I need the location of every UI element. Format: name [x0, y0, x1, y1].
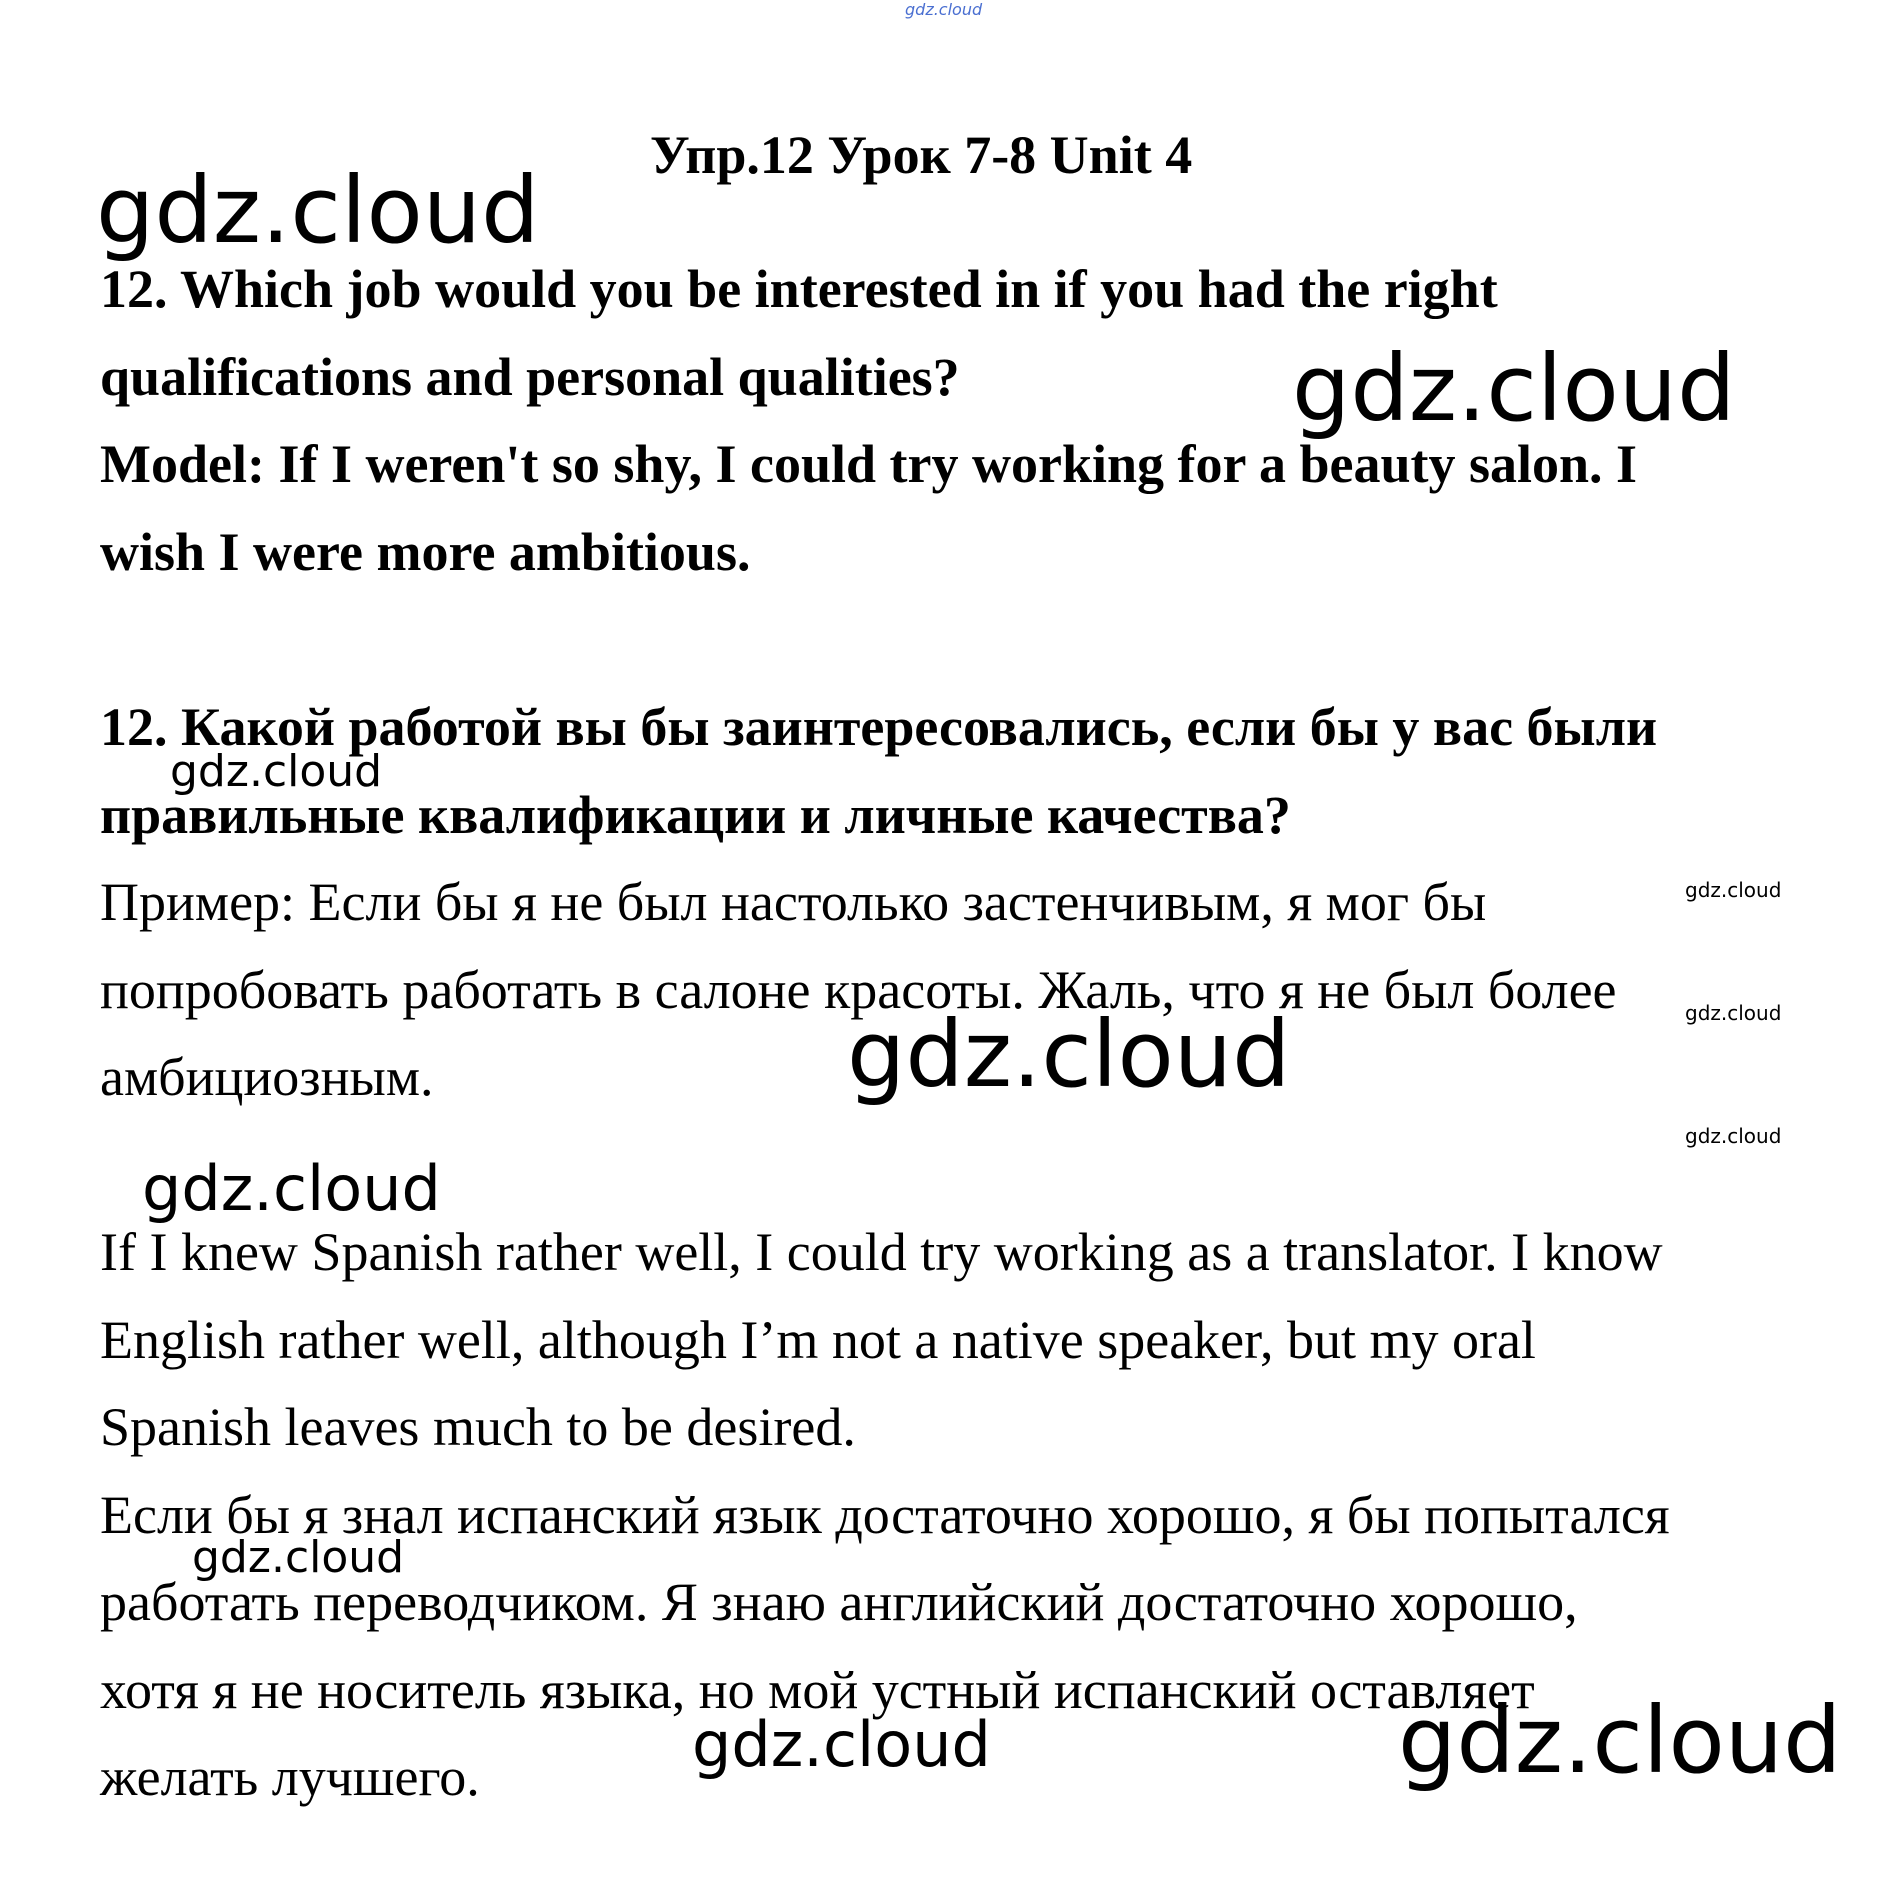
watermark-medium-1: gdz.cloud: [170, 746, 383, 797]
answer-en-line-2: English rather well, although I’m not a native speaker, but my oral: [100, 1310, 1536, 1370]
watermark-medium-4: gdz.cloud: [692, 1708, 991, 1781]
watermark-small-1: gdz.cloud: [1685, 878, 1782, 902]
russian-question-line-1: 12. Какой работой вы бы заинтересовались, если бы у вас были: [100, 697, 1658, 757]
answer-ru-line-3: хотя я не носитель языка, но мой устный испанский оставляет: [100, 1660, 1535, 1720]
russian-example-line-3: амбициозным.: [100, 1047, 434, 1107]
english-question-line-1: 12. Which job would you be interested in if you had the right: [100, 259, 1498, 319]
english-model-line-2: wish I were more ambitious.: [100, 522, 751, 582]
answer-ru-line-1: Если бы я знал испанский язык достаточно хорошо, я бы попытался: [100, 1485, 1670, 1545]
answer-ru-line-2: работать переводчиком. Я знаю английский достаточно хорошо,: [100, 1572, 1578, 1632]
watermark-large-4: gdz.cloud: [1398, 1687, 1842, 1794]
watermark-top: gdz.cloud: [905, 0, 983, 19]
watermark-small-3: gdz.cloud: [1685, 1124, 1782, 1148]
answer-en-line-3: Spanish leaves much to be desired.: [100, 1397, 856, 1457]
watermark-large-2: gdz.cloud: [1292, 335, 1736, 442]
watermark-medium-3: gdz.cloud: [192, 1532, 405, 1583]
russian-question-line-2: правильные квалификации и личные качества?: [100, 785, 1291, 845]
english-question-line-2: qualifications and personal qualities?: [100, 347, 960, 407]
russian-example-line-1: Пример: Если бы я не был настолько застенчивым, я мог бы: [100, 872, 1487, 932]
english-model-line-1: Model: If I weren't so shy, I could try working for a beauty salon. I: [100, 434, 1638, 494]
watermark-medium-2: gdz.cloud: [142, 1152, 441, 1225]
russian-example-line-2: попробовать работать в салоне красоты. Жаль, что я не был более: [100, 960, 1617, 1020]
watermark-large-3: gdz.cloud: [847, 1001, 1291, 1108]
answer-en-line-1: If I knew Spanish rather well, I could try working as a translator. I know: [100, 1222, 1663, 1282]
watermark-large-1: gdz.cloud: [96, 157, 540, 264]
watermark-small-2: gdz.cloud: [1685, 1001, 1782, 1025]
page-title: Упр.12 Урок 7-8 Unit 4: [650, 125, 1193, 185]
answer-ru-line-4: желать лучшего.: [100, 1747, 480, 1807]
